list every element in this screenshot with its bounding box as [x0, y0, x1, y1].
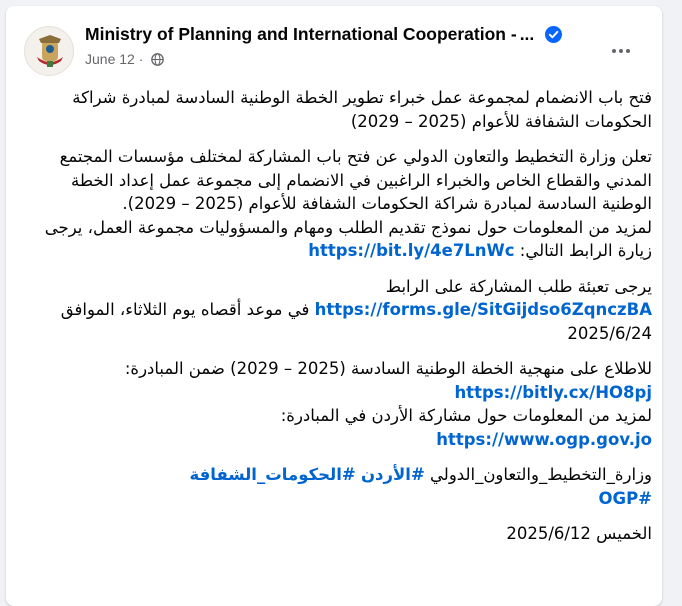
more-options-dot	[619, 49, 623, 53]
post-body	[34, 86, 652, 546]
post-paragraph-info	[34, 216, 652, 263]
hashtag-ogp[interactable]: #OGP	[598, 488, 652, 508]
info-text: لمزيد من المعلومات حول نموذج تقديم الطلب ومهام والمسؤوليات مجموعة العمل، يرجى زيارة الرابط التالي:	[44, 217, 652, 260]
participation-text: لمزيد من المعلومات حول مشاركة الأردن في المبادرة:	[280, 406, 652, 425]
post-headline: فتح باب الانضمام لمجموعة عمل خبراء تطوير الخطة الوطنية السادسة لمبادرة شراكة الحكومات الشفافة للأعوام (2025 – 2029)	[72, 88, 652, 131]
post-paragraph-apply	[34, 275, 652, 346]
verified-badge-icon	[545, 26, 562, 43]
post-meta	[85, 51, 164, 67]
apply-form-link[interactable]: https://forms.gle/SitGijdso6ZqnczBA	[314, 300, 652, 319]
page-name-ellipsis: ...	[519, 24, 535, 44]
meta-separator: ·	[138, 51, 144, 67]
page-avatar[interactable]	[24, 26, 74, 76]
post-paragraph-methodology	[34, 357, 652, 451]
more-options-button[interactable]	[606, 36, 636, 66]
post-paragraph-announcement: تعلن وزارة التخطيط والتعاون الدولي عن فتح باب المشاركة لمختلف مؤسسات المجتمع المدني والقطاع الخاص والخبراء الراغبين في الانضمام إلى مجموعة عمل إعداد الخطة الوطنية السادسة لمبادرة شراكة الحكومات الشفافة للأعوام (2025 – 2029).	[59, 147, 652, 213]
post-card	[6, 6, 662, 606]
apply-deadline-date: 2025/6/24	[567, 323, 652, 343]
post-date[interactable]: June 12	[85, 51, 135, 67]
apply-text: يرجى تعبئة طلب المشاركة على الرابط	[385, 276, 652, 296]
globe-icon	[151, 53, 164, 66]
post-hashtags	[34, 463, 652, 510]
hashtag-jordan[interactable]: #الأردن	[360, 465, 425, 484]
methodology-text: للاطلاع على منهجية الخطة الوطنية السادسة (2025 – 2029) ضمن المبادرة:	[124, 359, 652, 378]
hashtag-open-government[interactable]: #الحكومات_الشفافة	[189, 465, 356, 484]
jordan-crest-icon	[25, 27, 74, 76]
post-signoff-date: الخميس 2025/6/12	[506, 524, 652, 543]
info-link[interactable]: https://bit.ly/4e7LnWc	[308, 241, 515, 260]
apply-deadline-text: في موعد أقصاه يوم الثلاثاء، الموافق	[60, 300, 310, 319]
methodology-link[interactable]: https://bitly.cx/HO8pj	[454, 382, 652, 402]
page-name[interactable]	[85, 24, 585, 45]
more-options-dot	[612, 49, 616, 53]
more-options-dot	[626, 49, 630, 53]
ministry-hashtag-text: وزارة_التخطيط_والتعاون_الدولي	[430, 465, 652, 484]
page-name-text[interactable]: Ministry of Planning and International Cooperation -	[85, 24, 517, 44]
ogp-site-link[interactable]: https://www.ogp.gov.jo	[436, 429, 652, 449]
